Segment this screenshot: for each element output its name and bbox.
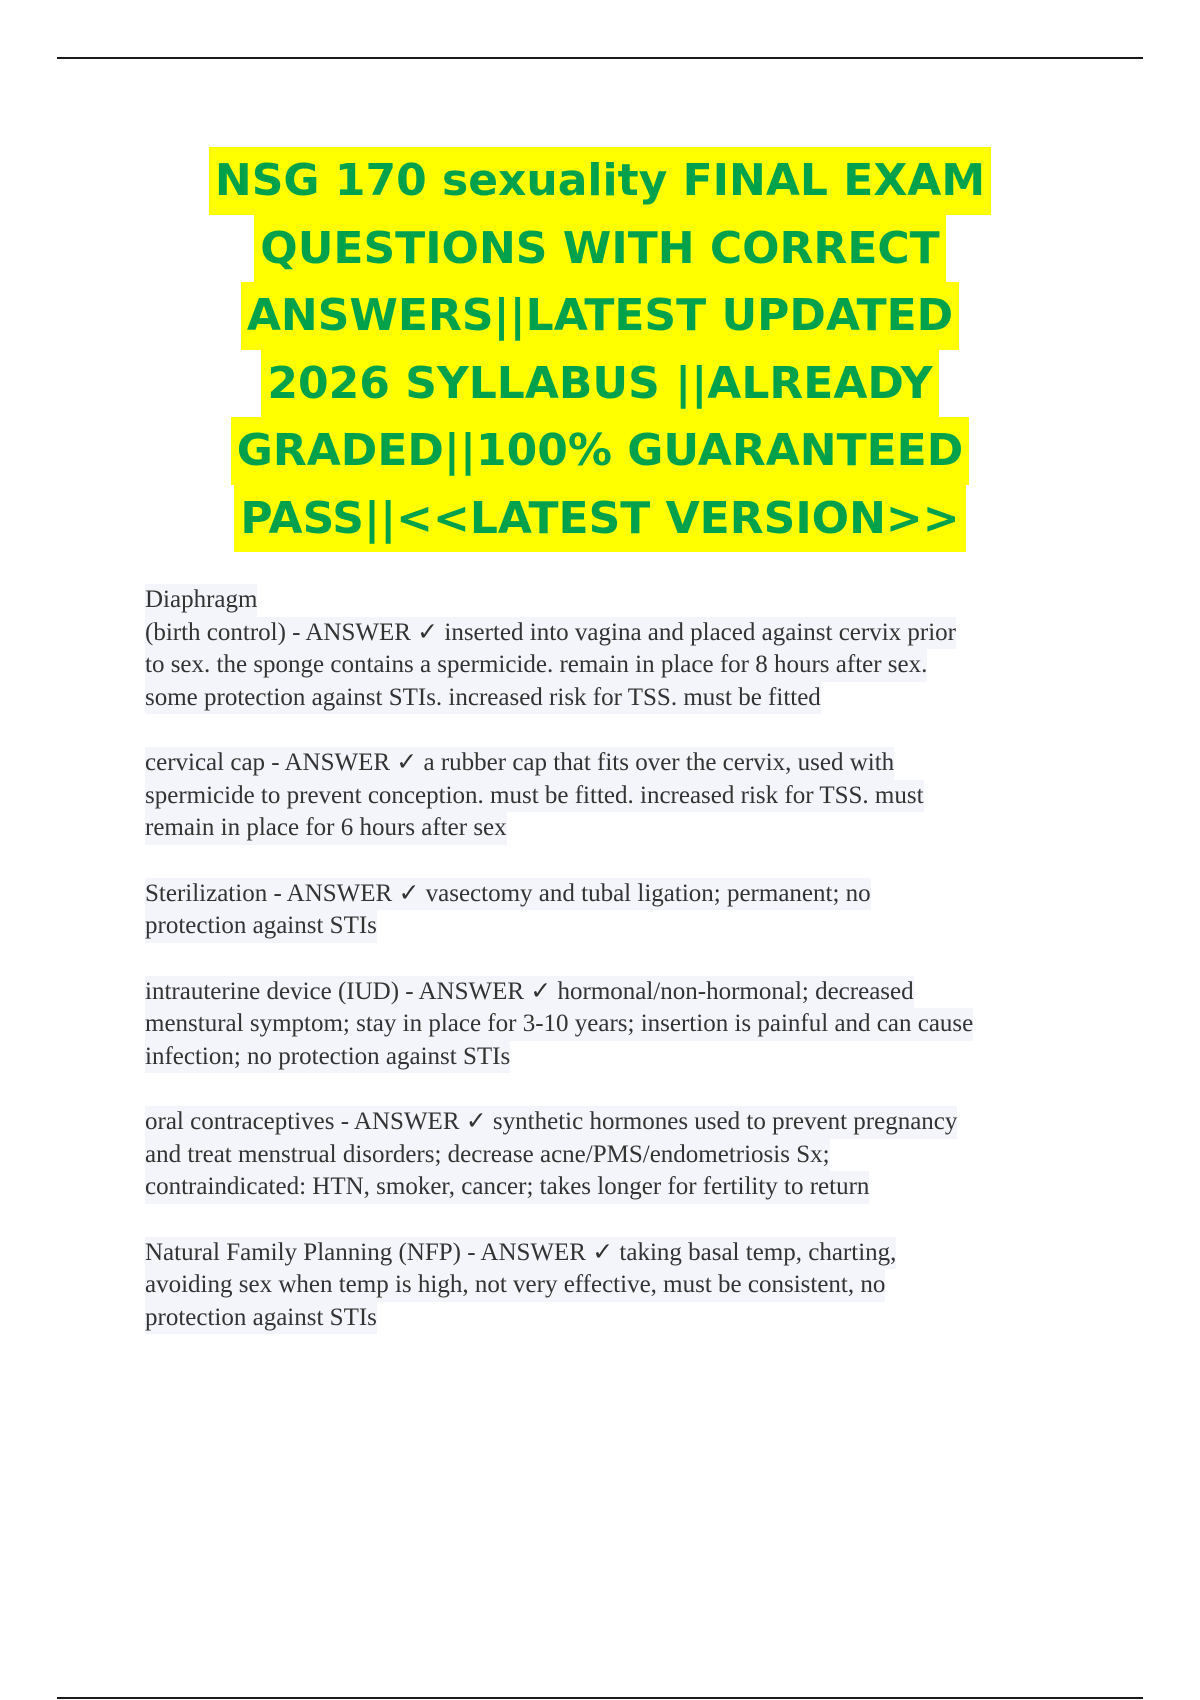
qa-item-cervical-cap — [145, 747, 1095, 845]
title-line: ANSWERS||LATEST UPDATED — [241, 282, 959, 350]
qa-text-line: contraindicated: HTN, smoker, cancer; takes longer for fertility to return — [145, 1171, 869, 1204]
qa-text-line: oral contraceptives - ANSWER ✓ synthetic hormones used to prevent pregnancy — [145, 1106, 957, 1139]
qa-text-line: Natural Family Planning (NFP) - ANSWER ✓ taking basal temp, charting, — [145, 1237, 896, 1270]
qa-text-line: intrauterine device (IUD) - ANSWER ✓ hormonal/non-hormonal; decreased — [145, 976, 914, 1009]
qa-text-line: remain in place for 6 hours after sex — [145, 812, 507, 845]
qa-item-oral-contraceptives — [145, 1106, 1095, 1204]
qa-text-line: (birth control) - ANSWER ✓ inserted into vagina and placed against cervix prior — [145, 617, 956, 650]
title-line: NSG 170 sexuality FINAL EXAM — [209, 147, 991, 215]
qa-text-line: to sex. the sponge contains a spermicide. remain in place for 8 hours after sex. — [145, 649, 927, 682]
qa-text-line: avoiding sex when temp is high, not very effective, must be consistent, no — [145, 1269, 885, 1302]
qa-list — [145, 584, 1095, 1367]
title-line: GRADED||100% GUARANTEED — [231, 417, 970, 485]
qa-item-sterilization — [145, 878, 1095, 943]
top-rule — [57, 57, 1143, 59]
qa-item-iud — [145, 976, 1095, 1074]
qa-text-line: protection against STIs — [145, 910, 377, 943]
title-line: 2026 SYLLABUS ||ALREADY — [261, 350, 938, 418]
qa-text-line: cervical cap - ANSWER ✓ a rubber cap that fits over the cervix, used with — [145, 747, 894, 780]
title-line: PASS||<<LATEST VERSION>> — [234, 485, 965, 553]
document-title — [0, 147, 1200, 552]
qa-text-line: infection; no protection against STIs — [145, 1041, 510, 1074]
qa-item-diaphragm — [145, 584, 1095, 714]
qa-text-line: protection against STIs — [145, 1302, 377, 1335]
qa-text-line: Sterilization - ANSWER ✓ vasectomy and tubal ligation; permanent; no — [145, 878, 871, 911]
title-line: QUESTIONS WITH CORRECT — [254, 215, 945, 283]
bottom-rule — [57, 1697, 1143, 1699]
qa-text-line: menstural symptom; stay in place for 3-10 years; insertion is painful and can cause — [145, 1008, 973, 1041]
qa-item-nfp — [145, 1237, 1095, 1335]
qa-text-line: Diaphragm — [145, 584, 257, 617]
qa-text-line: some protection against STIs. increased risk for TSS. must be fitted — [145, 682, 821, 715]
qa-text-line: spermicide to prevent conception. must be fitted. increased risk for TSS. must — [145, 780, 924, 813]
qa-text-line: and treat menstrual disorders; decrease acne/PMS/endometriosis Sx; — [145, 1139, 830, 1172]
